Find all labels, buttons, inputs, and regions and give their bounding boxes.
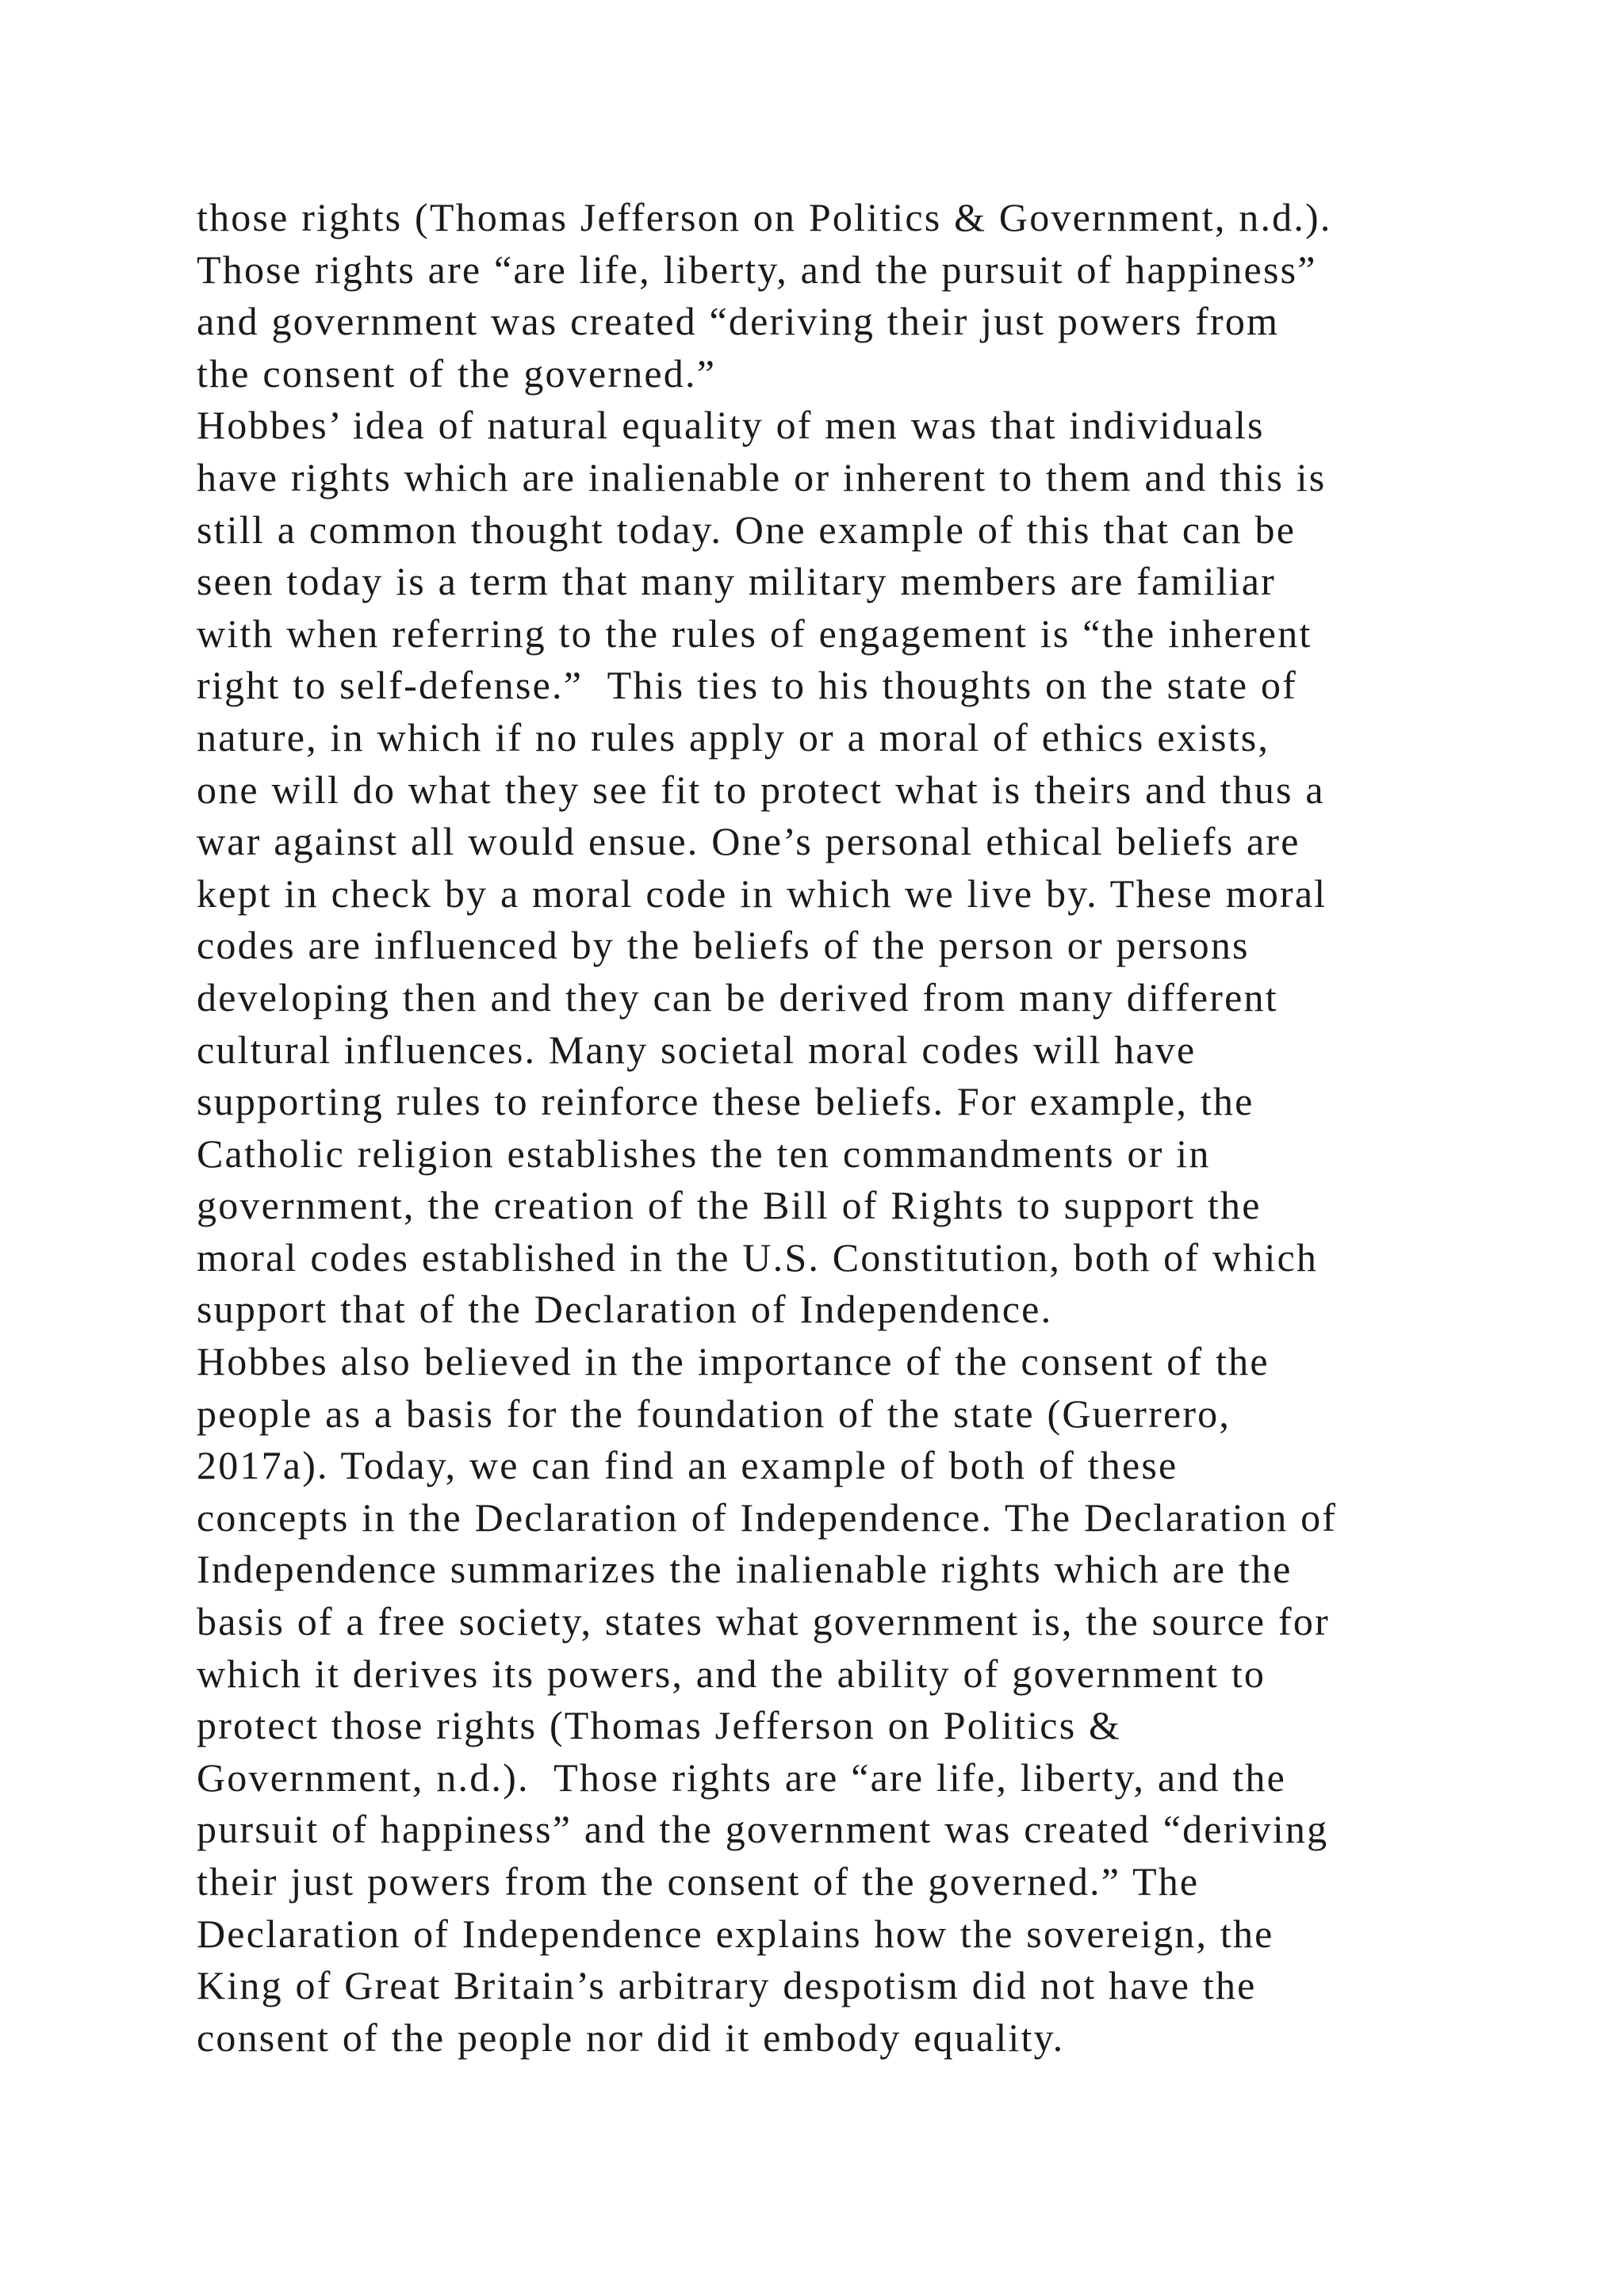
text-line: supporting rules to reinforce these beliefs. For example, the [197,1079,1254,1124]
text-line: Hobbes’ idea of natural equality of men was that individuals [197,403,1265,448]
text-line: developing then and they can be derived from many different [197,974,1278,1020]
text-line: have rights which are inalienable or inherent to them and this is [197,454,1327,499]
text-line: the consent of the governed.” [197,350,717,396]
text-line: seen today is a term that many military members are familiar [197,559,1277,604]
text-line: Hobbes also believed in the importance of the consent of the [197,1339,1270,1384]
text-line: Catholic religion establishes the ten commandments or in [197,1131,1211,1176]
text-line: war against all would ensue. One’s personal ethical beliefs are [197,819,1300,864]
text-line: concepts in the Declaration of Independence. The Declaration of [197,1494,1338,1540]
text-line: Government, n.d.). Those rights are “are life, liberty, and the [197,1755,1286,1800]
text-line: support that of the Declaration of Independence. [197,1287,1053,1332]
body-text [197,192,1481,2064]
text-line: still a common thought today. One example of this that can be [197,507,1297,552]
text-line: people as a basis for the foundation of the state (Guerrero, [197,1391,1231,1436]
text-line: government, the creation of the Bill of Rights to support the [197,1183,1262,1228]
text-line: right to self-defense.” This ties to his thoughts on the state of [197,663,1298,708]
text-line: and government was created “deriving their just powers from [197,299,1280,344]
text-line: kept in check by a moral code in which we live by. These moral [197,871,1327,916]
text-line: with when referring to the rules of engagement is “the inherent [197,610,1312,656]
text-line: protect those rights (Thomas Jefferson on Politics & [197,1703,1122,1748]
text-line: their just powers from the consent of the governed.” The [197,1859,1200,1904]
text-line: 2017a). Today, we can find an example of both of these [197,1443,1178,1488]
text-line: Those rights are “are life, liberty, and the pursuit of happiness” [197,247,1317,292]
text-line: Declaration of Independence explains how the sovereign, the [197,1911,1274,1956]
text-line: which it derives its powers, and the ability of government to [197,1651,1266,1696]
text-line: codes are influenced by the beliefs of the person or persons [197,923,1250,968]
text-line: nature, in which if no rules apply or a moral of ethics exists, [197,714,1270,760]
text-line: consent of the people nor did it embody equality. [197,2015,1065,2060]
text-line: Independence summarizes the inalienable rights which are the [197,1547,1293,1592]
text-line: basis of a free society, states what government is, the source for [197,1599,1330,1644]
text-line: moral codes established in the U.S. Constitution, both of which [197,1234,1319,1280]
text-line: cultural influences. Many societal moral codes will have [197,1027,1197,1072]
text-line: those rights (Thomas Jefferson on Politics & Government, n.d.). [197,195,1332,239]
text-line: pursuit of happiness” and the government was created “deriving [197,1807,1329,1852]
text-line: King of Great Britain’s arbitrary despotism did not have the [197,1963,1257,2008]
text-line: one will do what they see fit to protect what is theirs and thus a [197,767,1325,812]
